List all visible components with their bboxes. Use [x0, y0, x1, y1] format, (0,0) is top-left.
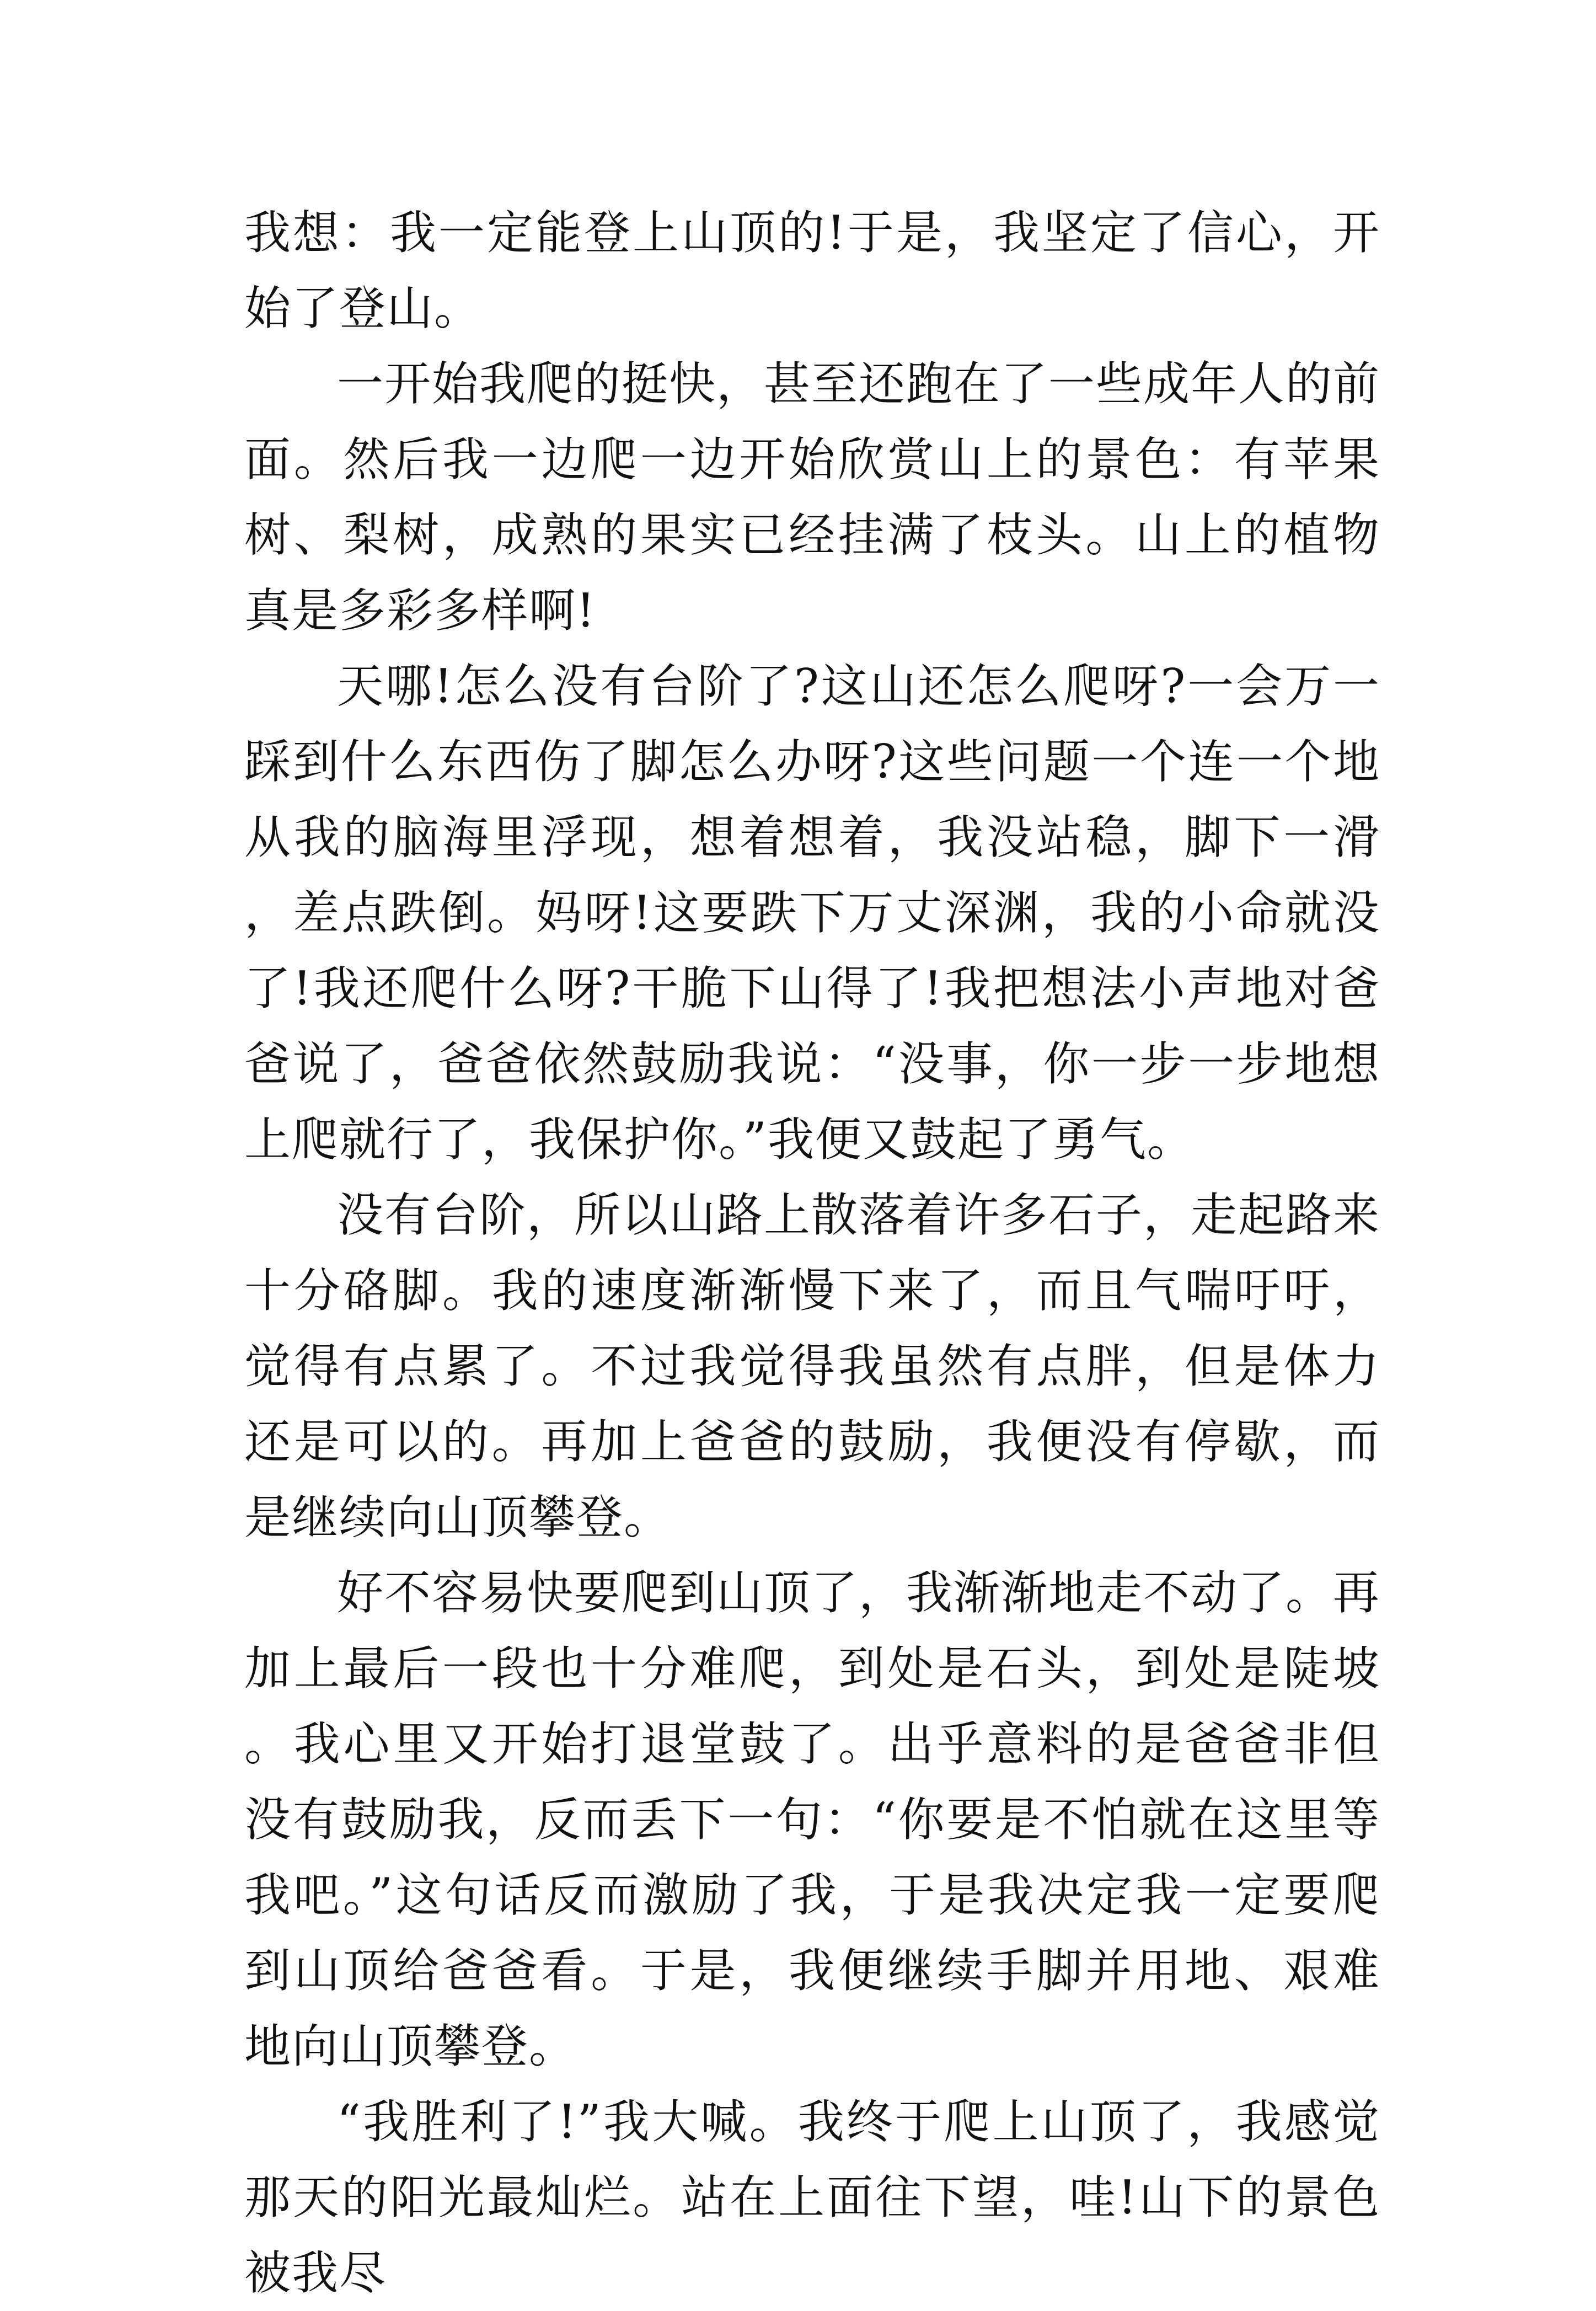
paragraph-4: 没有台阶，所以山路上散落着许多石子，走起路来十分硌脚。我的速度渐渐慢下来了，而且气喘吁吁，觉得有点累了。不过我觉得我虽然有点胖，但是体力还是可以的。再加上爸爸的鼓励，我便没有停歇，而是继续向山顶攀登。: [244, 1188, 1381, 1544]
paragraph-5: 好不容易快要爬到山顶了，我渐渐地走不动了。再加上最后一段也十分难爬，到处是石头，到处是陡坡。我心里又开始打退堂鼓了。出乎意料的是爸爸非但没有鼓励我，反而丢下一句：“你要是不怕就在这里等我吧。”这句话反而激励了我，于是我决定我一定要爬到山顶给爸爸看。于是，我便继续手脚并用地、艰难地向山顶攀登。: [244, 1566, 1381, 2073]
paragraph-2: 一开始我爬的挺快，甚至还跑在了一些成年人的前面。然后我一边爬一边开始欣赏山上的景色：有苹果树、梨树，成熟的果实已经挂满了枝头。山上的植物真是多彩多样啊!: [244, 357, 1381, 638]
paragraph-1: 我想：我一定能登上山顶的!于是，我坚定了信心，开始了登山。: [244, 206, 1380, 335]
body-text: [244, 195, 1380, 2311]
paragraph-3: 天哪!怎么没有台阶了?这山还怎么爬呀?一会万一踩到什么东西伤了脚怎么办呀?这些问题一个连一个地从我的脑海里浮现，想着想着，我没站稳，脚下一滑，差点跌倒。妈呀!这要跌下万丈深渊，我的小命就没了!我还爬什么呀?干脆下山得了!我把想法小声地对爸爸说了，爸爸依然鼓励我说：“没事，你一步一步地想上爬就行了，我保护你。”我便又鼓起了勇气。: [244, 659, 1380, 1167]
paragraph-6: “我胜利了!”我大喊。我终于爬上山顶了，我感觉那天的阳光最灿烂。站在上面往下望，哇!山下的景色被我尽: [244, 2095, 1380, 2300]
